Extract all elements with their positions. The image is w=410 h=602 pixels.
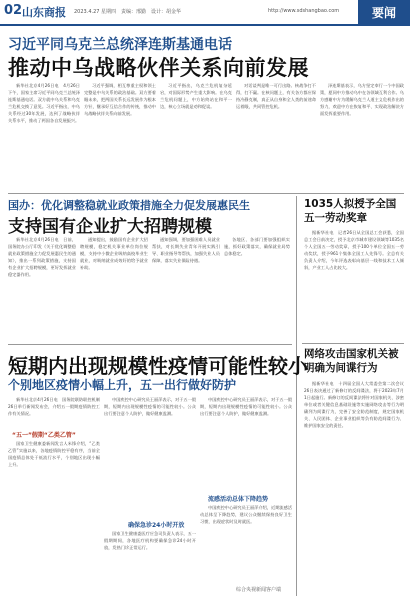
story3-subhead: “五一”假期“乙类乙管” bbox=[12, 432, 76, 439]
page-number: 02 bbox=[4, 3, 23, 18]
story1-kicker: 习近平同乌克兰总统泽连斯基通电话 bbox=[8, 37, 232, 53]
divider bbox=[302, 343, 404, 344]
story3-column: 中国疾控中心研究员王丽萍表示，对于五一假期，短期内出现规模性疫情的可能性较小。公众出行要注意个人防护，做好健康监测。 bbox=[200, 397, 292, 416]
story1-column: 新华社北京4月26日电 4月26日下午，国家主席习近平同乌克兰总统泽连斯基通电话。双方就中乌关系和乌克兰危机交换了意见。习近平指出，中乌关系经过30年发展，达到了战略伙伴关系水平，推动了两国各自发展振兴。 bbox=[8, 83, 80, 123]
story2-kicker: 国办：优化调整稳就业政策措施全力促发展惠民生 bbox=[8, 199, 250, 212]
sidebar2-body: 据新华社电 十四届全国人大常委会第二次会议26日表决通过了新修订的反间谍法，将于2023年7月1日起施行。新修订的反间谍法将针对国家机关、涉密单位或者关键信息基础设施等实施网络攻击等行为明确列为间谍行为，完善了安全防范制度，规定国家机关、人民团体、企业事业组织等负有防范间谍行为、维护国家安全的责任。 bbox=[304, 381, 404, 428]
sidebar1-body: 据新华社电 记者26日从全国总工会获悉，全国总工会日前决定，授予北京市城市建设领域等1035名个人全国五一劳动奖章，授予100个单位全国五一劳动奖状，授予961个集体全国工人先锋号。全总有关负责人介绍，今年评选表彰向基层一线和技术工人倾斜，产业工人占比较大。 bbox=[304, 230, 404, 270]
story3-subhead: 确保急诊24小时开放 bbox=[128, 522, 185, 529]
sidebar1-title: 1035人拟授予全国五一劳动奖章 bbox=[304, 198, 397, 224]
story1-column: 习近平指出，乌克兰危机复杂延宕，对国际形势产生重大影响。在乌克兰危机问题上，中方始终站在和平一边，核心立场就是劝和促谈。 bbox=[160, 83, 232, 109]
story3-column: 中国疾控中心研究员王丽萍表示，对于五一假期，短期内出现规模性疫情的可能性较小。公众出行要注意个人防护，做好健康监测。 bbox=[104, 397, 196, 416]
story1-column: 习近平强调，相互尊重主权和领土完整是中乌关系的政治基础。双方要着眼未来，把两国关系长远发展作为根本方针，继承好互信合作的传统，推动中乌战略伙伴关系向前发展。 bbox=[84, 83, 156, 116]
page-header bbox=[0, 0, 410, 26]
website-link[interactable]: http://www.sdshangbao.com bbox=[268, 8, 340, 14]
story2-column: 各地区、各部门要加强组织实施，抓好政策落实，确保就业局势总体稳定。 bbox=[224, 237, 290, 256]
story3-column: 中国疾控中心研究员王丽萍介绍，近期流感活动总体呈下降趋势，建议公众继续保持良好卫生习惯，出现症状时及时就医。 bbox=[200, 505, 292, 524]
story3-headline: 短期内出现规模性疫情可能性较小 bbox=[8, 354, 308, 378]
vertical-divider bbox=[296, 196, 297, 596]
paper-name: 山东商报 bbox=[22, 6, 66, 19]
sidebar2-title: 网络攻击国家机关被明确为间谍行为 bbox=[304, 348, 399, 374]
story3-column: 国家卫生健康委医疗应急司负责人表示，五一假期期间，各地医疗机构要确保急诊24小时开放，发热门诊正常运行。 bbox=[104, 531, 196, 550]
story3-kicker: 个别地区疫情小幅上升，五一出行做好防护 bbox=[8, 378, 237, 392]
story1-column: 泽连斯基表示，乌方坚定奉行一个中国政策，愿同中方推动乌中在各领域互利合作。乌方感谢中方为缓解乌克兰人道主义危机作出的努力，欢迎中方在恢复和平、实现政治解决方面发挥重要作用。 bbox=[320, 83, 404, 116]
story2-headline: 支持国有企业扩大招聘规模 bbox=[8, 217, 212, 237]
story2-column: 通知提出，鼓励国有企业扩大招聘规模，稳定机关事业单位岗位规模，支持中小微企业吸纳高校毕业生就业，对吸纳就业成效好的给予就业补助。 bbox=[80, 237, 148, 270]
story2-column: 通知强调，要加强困难人员就业帮扶，对长期失业青年开展实践引导、职业指导等帮扶，加强失业人员保障，落实失业保险待遇。 bbox=[152, 237, 220, 263]
story1-headline: 推动中乌战略伙伴关系向前发展 bbox=[8, 56, 309, 80]
story3-subhead: 流感活动总体下降趋势 bbox=[208, 496, 269, 503]
section-badge: 要闻 bbox=[358, 0, 410, 24]
divider bbox=[8, 193, 404, 194]
divider bbox=[8, 344, 292, 345]
story3-source: 综合央视新闻客户端 bbox=[236, 587, 282, 593]
story1-column: 对话谈判是唯一可行出路。核战争打不得，打不赢。在核问题上，有关各方都应保持冷静克制，真正从自身和全人类的前途命运着眼，共同管控危机。 bbox=[236, 83, 316, 109]
story3-intro: 新华社北京4月26日电 国务院联防联控机制26日举行新闻发布会，介绍五一假期疫情防控工作有关情况。 bbox=[8, 397, 100, 416]
story3-column: 国家卫生健康委新闻发言人米锋介绍，“乙类乙管”实施以来，各地疫情防控平稳有序，当前全国疫情总体处于低流行水平，个别地区出现小幅上升。 bbox=[8, 441, 100, 467]
story2-column: 新华社北京4月26日电 日前，国务院办公厅印发《关于优化调整稳就业政策措施全力促发展惠民生的通知》，推出一系列政策措施，支持国有企业扩大招聘规模，更好发挥就业稳定器作用。 bbox=[8, 237, 76, 277]
date-line: 2023.4.27 星期四 责编：邢勤 设计：胡金华 bbox=[74, 9, 182, 15]
